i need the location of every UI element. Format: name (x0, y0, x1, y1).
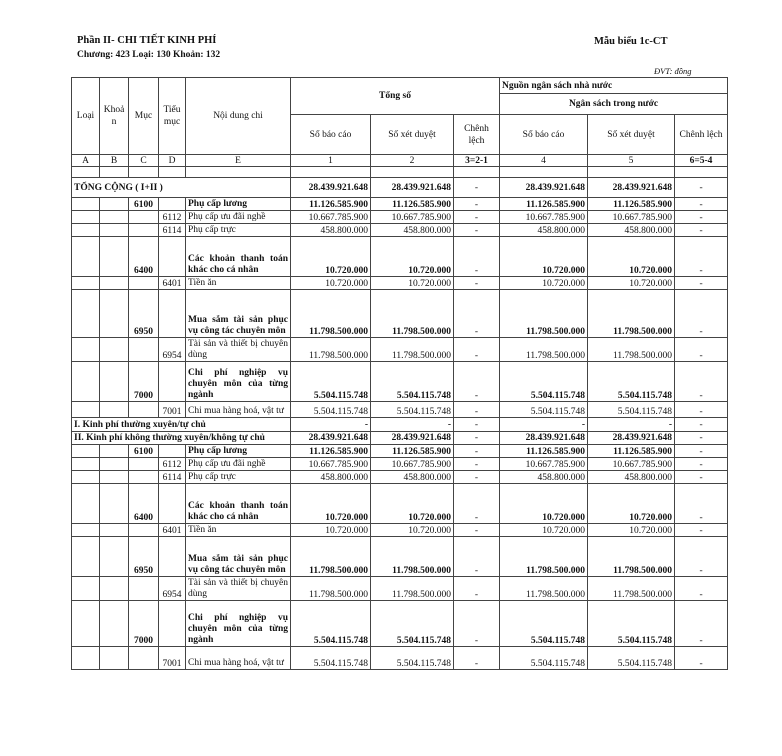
cell-v1: 10.667.785.900 (291, 458, 371, 471)
cell-noidung: Mua sắm tài sản phục vụ công tác chuyên môn (186, 537, 291, 577)
table-row (72, 198, 728, 211)
cell-v1: 11.126.585.900 (291, 198, 371, 211)
cell-khoan (100, 198, 129, 211)
cell-noidung: Các khoản thanh toán khác cho cá nhân (186, 237, 291, 277)
cell-muc (129, 224, 159, 237)
cell-v6: - (675, 577, 728, 601)
cell-v2: 11.798.500.000 (371, 290, 454, 338)
cell-v1: 11.798.500.000 (291, 537, 371, 577)
cell-noidung: Tài sản và thiết bị chuyên dùng (186, 338, 291, 362)
cell-khoan (100, 211, 129, 224)
cell-v2: 10.720.000 (371, 237, 454, 277)
cell-v1: 5.504.115.748 (291, 402, 371, 418)
cell-tieumuc: 6954 (159, 577, 186, 601)
cell-v3: - (454, 224, 500, 237)
cell-v4: 5.504.115.748 (500, 601, 588, 647)
cell-v5: 11.126.585.900 (588, 445, 675, 458)
cell-v5: 10.667.785.900 (588, 211, 675, 224)
cell-v6: - (675, 484, 728, 524)
cell-khoan (100, 484, 129, 524)
cell-tieumuc: 6112 (159, 458, 186, 471)
cell-muc (129, 471, 159, 484)
cell-v2: 11.798.500.000 (371, 338, 454, 362)
cell-v5: 10.720.000 (588, 237, 675, 277)
header-sobaocao: Số báo cáo (291, 115, 371, 155)
cell-v3: - (454, 458, 500, 471)
column-code-row (72, 155, 728, 167)
cell-loai (72, 224, 100, 237)
cell-khoan (100, 290, 129, 338)
cell-v4: 5.504.115.748 (500, 647, 588, 670)
cell-v4: - (500, 418, 588, 432)
cell-v3: - (454, 471, 500, 484)
table-row (72, 484, 728, 524)
cell-khoan (100, 524, 129, 537)
cell-muc: 6400 (129, 237, 159, 277)
cell-muc: 6950 (129, 537, 159, 577)
header-chenhlech: Chênh lệch (454, 115, 500, 155)
cell-v3: - (454, 402, 500, 418)
header-soxetduyet: Số xét duyệt (371, 115, 454, 155)
cell-v3: - (454, 484, 500, 524)
cell-v4: 10.720.000 (500, 524, 588, 537)
cell-v2: 11.126.585.900 (371, 198, 454, 211)
cell-tieumuc (159, 237, 186, 277)
cell-v3: - (454, 338, 500, 362)
cell-loai (72, 484, 100, 524)
cell-tieumuc: 7001 (159, 402, 186, 418)
cell-v5: 11.798.500.000 (588, 290, 675, 338)
cell-loai (72, 577, 100, 601)
cell-noidung: Phụ cấp trực (186, 224, 291, 237)
section-label: II. Kinh phí không thường xuyên/không tự chủ (72, 432, 291, 445)
table-row (72, 224, 728, 237)
cell-v4: 10.667.785.900 (500, 458, 588, 471)
cell-v2: 10.720.000 (371, 484, 454, 524)
cell-muc (129, 524, 159, 537)
table-row (72, 178, 728, 198)
column-code: 4 (500, 155, 588, 167)
cell-v3: - (454, 524, 500, 537)
cell-tieumuc: 6114 (159, 224, 186, 237)
cell-khoan (100, 224, 129, 237)
cell-tieumuc: 6401 (159, 524, 186, 537)
cell-khoan (100, 362, 129, 402)
cell-noidung: Các khoản thanh toán khác cho cá nhân (186, 484, 291, 524)
cell-v3: - (454, 432, 500, 445)
section-label: I. Kinh phí thường xuyên/tự chủ (72, 418, 291, 432)
column-code: A (72, 155, 100, 167)
cell-noidung: Phụ cấp trực (186, 471, 291, 484)
cell-v2: 11.126.585.900 (371, 445, 454, 458)
cell-v5: 10.720.000 (588, 484, 675, 524)
cell-v1: 11.798.500.000 (291, 290, 371, 338)
cell-noidung: Phụ cấp ưu đãi nghề (186, 211, 291, 224)
cell-v4: 28.439.921.648 (500, 432, 588, 445)
cell-v6: - (675, 537, 728, 577)
cell-v4: 10.667.785.900 (500, 211, 588, 224)
cell-tieumuc (159, 601, 186, 647)
cell-v5: 5.504.115.748 (588, 601, 675, 647)
column-code: B (100, 155, 129, 167)
cell-tieumuc (159, 290, 186, 338)
cell-v4: 458.800.000 (500, 224, 588, 237)
cell-v5: 5.504.115.748 (588, 362, 675, 402)
cell-loai (72, 601, 100, 647)
table-row (72, 402, 728, 418)
cell-muc (129, 211, 159, 224)
cell-v2: 5.504.115.748 (371, 647, 454, 670)
cell-v6: - (675, 402, 728, 418)
cell-v2: 5.504.115.748 (371, 362, 454, 402)
cell-khoan (100, 471, 129, 484)
cell-tieumuc: 6112 (159, 211, 186, 224)
cell-v4: 11.798.500.000 (500, 338, 588, 362)
cell-tieumuc (159, 484, 186, 524)
cell-noidung: Mua sắm tài sản phục vụ công tác chuyên môn (186, 290, 291, 338)
column-code: 3=2-1 (454, 155, 500, 167)
cell-loai (72, 237, 100, 277)
cell-v3: - (454, 601, 500, 647)
cell-v1: 28.439.921.648 (291, 432, 371, 445)
cell-muc (129, 647, 159, 670)
cell-v4: 11.126.585.900 (500, 445, 588, 458)
section-title: Phần II- CHI TIẾT KINH PHÍ (77, 35, 217, 46)
cell-v5: 11.798.500.000 (588, 537, 675, 577)
table-row (72, 237, 728, 277)
column-code: E (186, 155, 291, 167)
table-row (72, 418, 728, 432)
table-row (72, 471, 728, 484)
cell-muc (129, 338, 159, 362)
cell-v4: 11.126.585.900 (500, 198, 588, 211)
cell-khoan (100, 577, 129, 601)
cell-v5: 11.126.585.900 (588, 198, 675, 211)
cell-tieumuc: 6114 (159, 471, 186, 484)
cell-v1: 458.800.000 (291, 224, 371, 237)
cell-khoan (100, 402, 129, 418)
cell-loai (72, 524, 100, 537)
cell-khoan (100, 338, 129, 362)
column-code: 6=5-4 (675, 155, 728, 167)
cell-v1: 10.667.785.900 (291, 211, 371, 224)
cell-tieumuc (159, 537, 186, 577)
cell-v1: 5.504.115.748 (291, 601, 371, 647)
cell-v4: 10.720.000 (500, 277, 588, 290)
cell-v5: 458.800.000 (588, 224, 675, 237)
cell-v5: 11.798.500.000 (588, 577, 675, 601)
table-row (72, 601, 728, 647)
header-nguon: Nguồn ngân sách nhà nước (500, 78, 728, 94)
cell-v4: 458.800.000 (500, 471, 588, 484)
cell-v6: - (675, 362, 728, 402)
cell-v2: - (371, 418, 454, 432)
cell-v2: 5.504.115.748 (371, 601, 454, 647)
cell-v6: - (675, 198, 728, 211)
table-body (72, 167, 728, 670)
cell-v5: 10.720.000 (588, 524, 675, 537)
cell-v6: - (675, 211, 728, 224)
cell-khoan (100, 445, 129, 458)
cell-v2: 458.800.000 (371, 224, 454, 237)
cell-v1: - (291, 418, 371, 432)
cell-loai (72, 198, 100, 211)
cell-v2: 10.720.000 (371, 277, 454, 290)
cell-tieumuc: 6401 (159, 277, 186, 290)
cell-v3: - (454, 277, 500, 290)
cell-v6: - (675, 458, 728, 471)
table-row (72, 338, 728, 362)
cell-v6: - (675, 445, 728, 458)
cell-muc: 6100 (129, 445, 159, 458)
cell-v2: 10.667.785.900 (371, 211, 454, 224)
cell-noidung: Chi mua hàng hoá, vật tư (186, 647, 291, 670)
cell-khoan (100, 601, 129, 647)
cell-v2: 5.504.115.748 (371, 402, 454, 418)
cell-v1: 5.504.115.748 (291, 362, 371, 402)
cell-v6: - (675, 178, 728, 198)
cell-v6: - (675, 471, 728, 484)
cell-noidung: Tiền ăn (186, 277, 291, 290)
cell-v4: 11.798.500.000 (500, 577, 588, 601)
header-khoan: Khoả n (100, 78, 129, 155)
header-loai: Loại (72, 78, 100, 155)
header-tongso: Tổng số (291, 78, 500, 115)
cell-muc: 7000 (129, 601, 159, 647)
cell-v5: 5.504.115.748 (588, 647, 675, 670)
cell-v6: - (675, 237, 728, 277)
cell-v4: 5.504.115.748 (500, 362, 588, 402)
table-row (72, 211, 728, 224)
cell-v3: - (454, 647, 500, 670)
cell-loai (72, 445, 100, 458)
cell-v3: - (454, 445, 500, 458)
cell-v1: 10.720.000 (291, 524, 371, 537)
cell-tieumuc (159, 445, 186, 458)
cell-v5: 10.667.785.900 (588, 458, 675, 471)
cell-v5: 5.504.115.748 (588, 402, 675, 418)
cell-noidung: Tài sản và thiết bị chuyên dùng (186, 577, 291, 601)
header-chenhlech-ns: Chênh lệch (675, 115, 728, 155)
cell-loai (72, 338, 100, 362)
cell-muc (129, 277, 159, 290)
cell-v4: 10.720.000 (500, 237, 588, 277)
cell-muc: 6400 (129, 484, 159, 524)
cell-loai (72, 647, 100, 670)
cell-muc (129, 458, 159, 471)
currency-unit: ĐVT: đồng (654, 66, 692, 76)
table-row (72, 647, 728, 670)
cell-muc: 7000 (129, 362, 159, 402)
cell-v3: - (454, 198, 500, 211)
cell-loai (72, 471, 100, 484)
cell-v2: 10.720.000 (371, 524, 454, 537)
cell-noidung: Chi phí nghiệp vụ chuyên môn của từng ngành (186, 362, 291, 402)
cell-v2: 28.439.921.648 (371, 432, 454, 445)
cell-loai (72, 290, 100, 338)
cell-noidung: Tiền ăn (186, 524, 291, 537)
column-code: 2 (371, 155, 454, 167)
cell-v3: - (454, 537, 500, 577)
cell-v4: 11.798.500.000 (500, 537, 588, 577)
cell-loai (72, 458, 100, 471)
cell-loai (72, 211, 100, 224)
header-sobaocao-ns: Số báo cáo (500, 115, 588, 155)
header-soxetduyet-ns: Số xét duyệt (588, 115, 675, 155)
cell-muc: 6950 (129, 290, 159, 338)
cell-v6: - (675, 647, 728, 670)
header-trongnuoc: Ngân sách trong nước (500, 94, 728, 115)
header-muc: Mục (129, 78, 159, 155)
expense-detail-table (71, 77, 728, 670)
cell-v1: 10.720.000 (291, 277, 371, 290)
cell-noidung: Phụ cấp ưu đãi nghề (186, 458, 291, 471)
cell-v4: 10.720.000 (500, 484, 588, 524)
cell-v2: 458.800.000 (371, 471, 454, 484)
cell-noidung: Chi mua hàng hoá, vật tư (186, 402, 291, 418)
cell-noidung: Phụ cấp lương (186, 198, 291, 211)
cell-tieumuc (159, 362, 186, 402)
column-code: 5 (588, 155, 675, 167)
cell-v2: 28.439.921.648 (371, 178, 454, 198)
table-row (72, 445, 728, 458)
cell-v1: 11.126.585.900 (291, 445, 371, 458)
table-row (72, 524, 728, 537)
cell-loai (72, 537, 100, 577)
cell-khoan (100, 237, 129, 277)
cell-v3: - (454, 178, 500, 198)
table-row (72, 432, 728, 445)
cell-khoan (100, 458, 129, 471)
cell-v6: - (675, 418, 728, 432)
column-code: C (129, 155, 159, 167)
cell-v2: 11.798.500.000 (371, 577, 454, 601)
cell-v3: - (454, 290, 500, 338)
report-header (77, 34, 220, 62)
cell-v6: - (675, 224, 728, 237)
cell-v1: 11.798.500.000 (291, 577, 371, 601)
cell-noidung: Phụ cấp lương (186, 445, 291, 458)
cell-v1: 28.439.921.648 (291, 178, 371, 198)
cell-muc (129, 402, 159, 418)
cell-v5: 11.798.500.000 (588, 338, 675, 362)
cell-v6: - (675, 524, 728, 537)
cell-v3: - (454, 362, 500, 402)
spacer-row (72, 167, 728, 178)
table-row (72, 277, 728, 290)
cell-v3: - (454, 211, 500, 224)
cell-v1: 10.720.000 (291, 484, 371, 524)
cell-v3: - (454, 237, 500, 277)
cell-v1: 10.720.000 (291, 237, 371, 277)
form-code: Mẫu biểu 1c-CT (594, 36, 668, 47)
cell-v4: 5.504.115.748 (500, 402, 588, 418)
cell-v4: 11.798.500.000 (500, 290, 588, 338)
header-noidung: Nội dung chi (186, 78, 291, 155)
column-code: D (159, 155, 186, 167)
cell-v6: - (675, 432, 728, 445)
table-row (72, 458, 728, 471)
cell-v1: 11.798.500.000 (291, 338, 371, 362)
cell-loai (72, 362, 100, 402)
section-label: TỔNG CỘNG ( I+II ) (72, 178, 291, 198)
cell-v6: - (675, 338, 728, 362)
classification-line: Chương: 423 Loại: 130 Khoản: 132 (77, 50, 221, 60)
cell-tieumuc: 6954 (159, 338, 186, 362)
cell-v5: 10.720.000 (588, 277, 675, 290)
cell-loai (72, 277, 100, 290)
cell-khoan (100, 537, 129, 577)
cell-v4: 28.439.921.648 (500, 178, 588, 198)
cell-tieumuc: 7001 (159, 647, 186, 670)
cell-v6: - (675, 277, 728, 290)
column-code: 1 (291, 155, 371, 167)
cell-muc (129, 577, 159, 601)
cell-khoan (100, 277, 129, 290)
table-row (72, 577, 728, 601)
cell-v5: 28.439.921.648 (588, 432, 675, 445)
cell-noidung: Chi phí nghiệp vụ chuyên môn của từng ngành (186, 601, 291, 647)
table-row (72, 290, 728, 338)
cell-v3: - (454, 577, 500, 601)
cell-v5: - (588, 418, 675, 432)
cell-v2: 10.667.785.900 (371, 458, 454, 471)
cell-v2: 11.798.500.000 (371, 537, 454, 577)
cell-v6: - (675, 290, 728, 338)
cell-v1: 5.504.115.748 (291, 647, 371, 670)
cell-v3: - (454, 418, 500, 432)
cell-khoan (100, 647, 129, 670)
cell-loai (72, 402, 100, 418)
cell-v5: 28.439.921.648 (588, 178, 675, 198)
table-row (72, 362, 728, 402)
cell-v1: 458.800.000 (291, 471, 371, 484)
cell-tieumuc (159, 198, 186, 211)
cell-v5: 458.800.000 (588, 471, 675, 484)
cell-v6: - (675, 601, 728, 647)
table-row (72, 537, 728, 577)
header-tieumuc: Tiểu mục (159, 78, 186, 155)
cell-muc: 6100 (129, 198, 159, 211)
